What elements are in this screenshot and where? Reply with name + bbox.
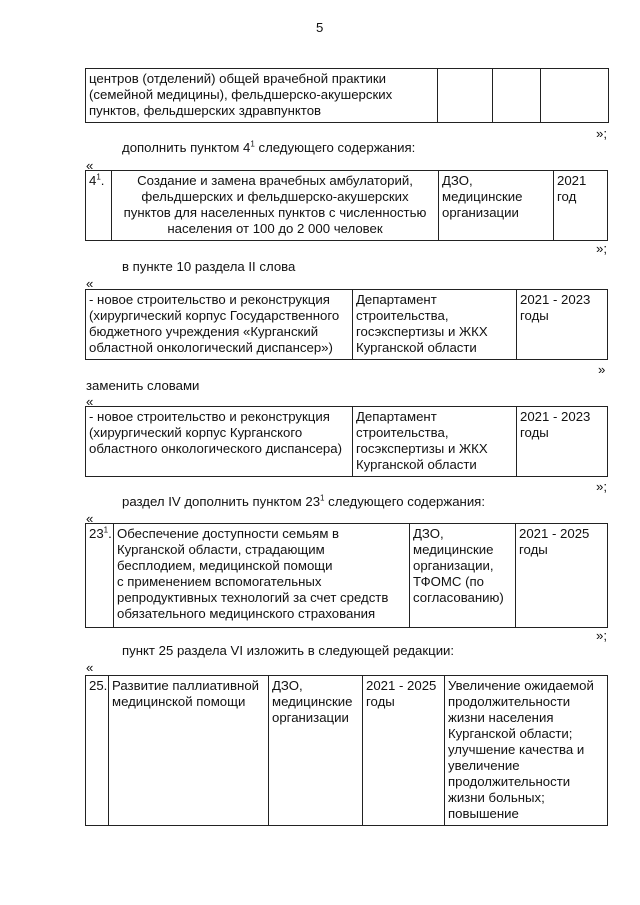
- text-line: медицинские: [272, 694, 353, 709]
- superscript: 1: [320, 493, 325, 503]
- item-number: 25.: [86, 676, 109, 826]
- text-line: Создание и замена врачебных амбулаторий,: [137, 173, 413, 188]
- instruction-paragraph: в пункте 10 раздела II слова: [122, 259, 296, 274]
- text-line: улучшение качества и: [448, 742, 585, 757]
- text-line: (хирургический корпус Государственного: [89, 308, 340, 323]
- closing-quote: »;: [596, 241, 607, 256]
- text-line: 2021 - 2023: [520, 292, 591, 307]
- text-line: 2021: [557, 173, 587, 188]
- text-line: 2021 - 2025: [519, 526, 590, 541]
- text-line: (семейной медицины), фельдшерско-акушерских: [89, 87, 393, 102]
- new-wording-year: [517, 407, 608, 477]
- text-line: организации: [442, 205, 519, 220]
- text-line: продолжительности: [448, 694, 571, 709]
- page-number: 5: [316, 20, 324, 35]
- text-line: Обеспечение доступности семьям в: [117, 526, 340, 541]
- item-year: [363, 676, 445, 826]
- text-line: жизни населения: [448, 710, 554, 725]
- text-line: (хирургический корпус Курганского: [89, 425, 303, 440]
- opening-quote: «: [86, 660, 94, 675]
- text-line: Департамент: [356, 292, 437, 307]
- text-line: бесплодием, медицинской помощи: [117, 558, 333, 573]
- text-line: медицинские: [413, 542, 494, 557]
- instruction-paragraph: [122, 140, 415, 156]
- text-line: репродуктивных технологий за счет средств: [117, 590, 389, 605]
- text-line: медицинской помощи: [112, 694, 246, 709]
- text-line: бюджетного учреждения «Курганский: [89, 324, 319, 339]
- instruction-text: следующего содержания:: [254, 140, 416, 155]
- text-line: госэкспертизы и ЖКХ: [356, 441, 488, 456]
- text-line: годы: [520, 308, 549, 323]
- text-line: областного онкологического диспансера): [89, 441, 342, 456]
- opening-quote: «: [86, 276, 94, 291]
- text-line: Курганской области;: [448, 726, 573, 741]
- instruction-paragraph: пункт 25 раздела VI изложить в следующей редакции:: [122, 643, 455, 658]
- table-cell-text: [86, 69, 438, 123]
- item-year: [554, 171, 608, 241]
- item-number: $4^1$.: [86, 171, 112, 241]
- text-line: Курганской области: [356, 457, 477, 472]
- new-wording-executor: [353, 407, 517, 477]
- text-line: увеличение: [448, 758, 520, 773]
- table-new-wording: [85, 406, 608, 477]
- item-executor: [410, 524, 516, 628]
- instruction-paragraph: заменить словами: [86, 378, 200, 393]
- text-line: год: [557, 189, 577, 204]
- opening-quote: «: [86, 158, 94, 173]
- item-year: [516, 524, 608, 628]
- text-line: ДЗО,: [413, 526, 444, 541]
- old-wording-text: [86, 290, 353, 360]
- text-line: 2021 - 2023: [520, 409, 591, 424]
- table-item-4-1: [85, 170, 608, 241]
- superscript: 1: [96, 172, 101, 182]
- item-number: $23^1$.: [86, 524, 114, 628]
- item-executor: [269, 676, 363, 826]
- instruction-text: следующего содержания:: [324, 494, 485, 509]
- text-line: фельдшерских и фельдшерско-акушерских: [141, 189, 409, 204]
- table-item-23-1: [85, 523, 608, 628]
- text-line: с применением вспомогательных: [117, 574, 322, 589]
- closing-quote: »;: [596, 628, 607, 643]
- text-line: продолжительности: [448, 774, 571, 789]
- item-executor: [439, 171, 554, 241]
- text-line: пунктов, фельдшерских здравпунктов: [89, 103, 322, 118]
- table-continuation: [85, 68, 609, 123]
- text-line: повышение: [448, 806, 519, 821]
- item-expected-result: [445, 676, 608, 826]
- text-line: строительства,: [356, 425, 449, 440]
- text-line: населения от 100 до 2 000 человек: [167, 221, 383, 236]
- opening-quote: «: [86, 394, 94, 409]
- text-line: жизни больных;: [448, 790, 545, 805]
- text-line: Курганской области, страдающим: [117, 542, 325, 557]
- text-line: организации: [272, 710, 349, 725]
- text-line: Департамент: [356, 409, 437, 424]
- table-item-25: [85, 675, 608, 826]
- text-line: обязательного медицинского страхования: [117, 606, 376, 621]
- table-old-wording: [85, 289, 608, 360]
- instruction-paragraph: [122, 494, 485, 510]
- new-wording-text: [86, 407, 353, 477]
- text-line: ТФОМС (по: [413, 574, 484, 589]
- text-line: центров (отделений) общей врачебной практики: [89, 71, 386, 86]
- table-cell-empty: [541, 69, 609, 123]
- text-line: областной онкологический диспансер»): [89, 340, 333, 355]
- superscript: 1: [250, 139, 255, 149]
- text-line: годы: [366, 694, 395, 709]
- item-text: [114, 524, 410, 628]
- text-line: годы: [519, 542, 548, 557]
- table-cell-empty: [438, 69, 493, 123]
- item-text: [109, 676, 269, 826]
- text-line: организации,: [413, 558, 494, 573]
- text-line: годы: [520, 425, 549, 440]
- text-line: ДЗО,: [272, 678, 303, 693]
- text-line: Увеличение ожидаемой: [448, 678, 594, 693]
- text-line: госэкспертизы и ЖКХ: [356, 324, 488, 339]
- text-line: согласованию): [413, 590, 504, 605]
- item-text: [112, 171, 439, 241]
- closing-quote: »;: [596, 479, 607, 494]
- closing-quote: »;: [596, 126, 607, 141]
- text-line: - новое строительство и реконструкция: [89, 409, 330, 424]
- instruction-text: дополнить пунктом 4: [122, 140, 251, 155]
- text-line: пунктов для населенных пунктов с численностью: [123, 205, 427, 220]
- text-line: - новое строительство и реконструкция: [89, 292, 330, 307]
- old-wording-executor: [353, 290, 517, 360]
- opening-quote: «: [86, 511, 94, 526]
- closing-quote: »: [598, 362, 606, 377]
- old-wording-year: [517, 290, 608, 360]
- superscript: 1: [103, 525, 109, 535]
- table-cell-empty: [493, 69, 541, 123]
- text-line: Курганской области: [356, 340, 477, 355]
- text-line: 2021 - 2025: [366, 678, 437, 693]
- text-line: ДЗО,: [442, 173, 473, 188]
- instruction-text: раздел IV дополнить пунктом 23: [122, 494, 321, 509]
- text-line: медицинские: [442, 189, 523, 204]
- text-line: Развитие паллиативной: [112, 678, 260, 693]
- text-line: строительства,: [356, 308, 449, 323]
